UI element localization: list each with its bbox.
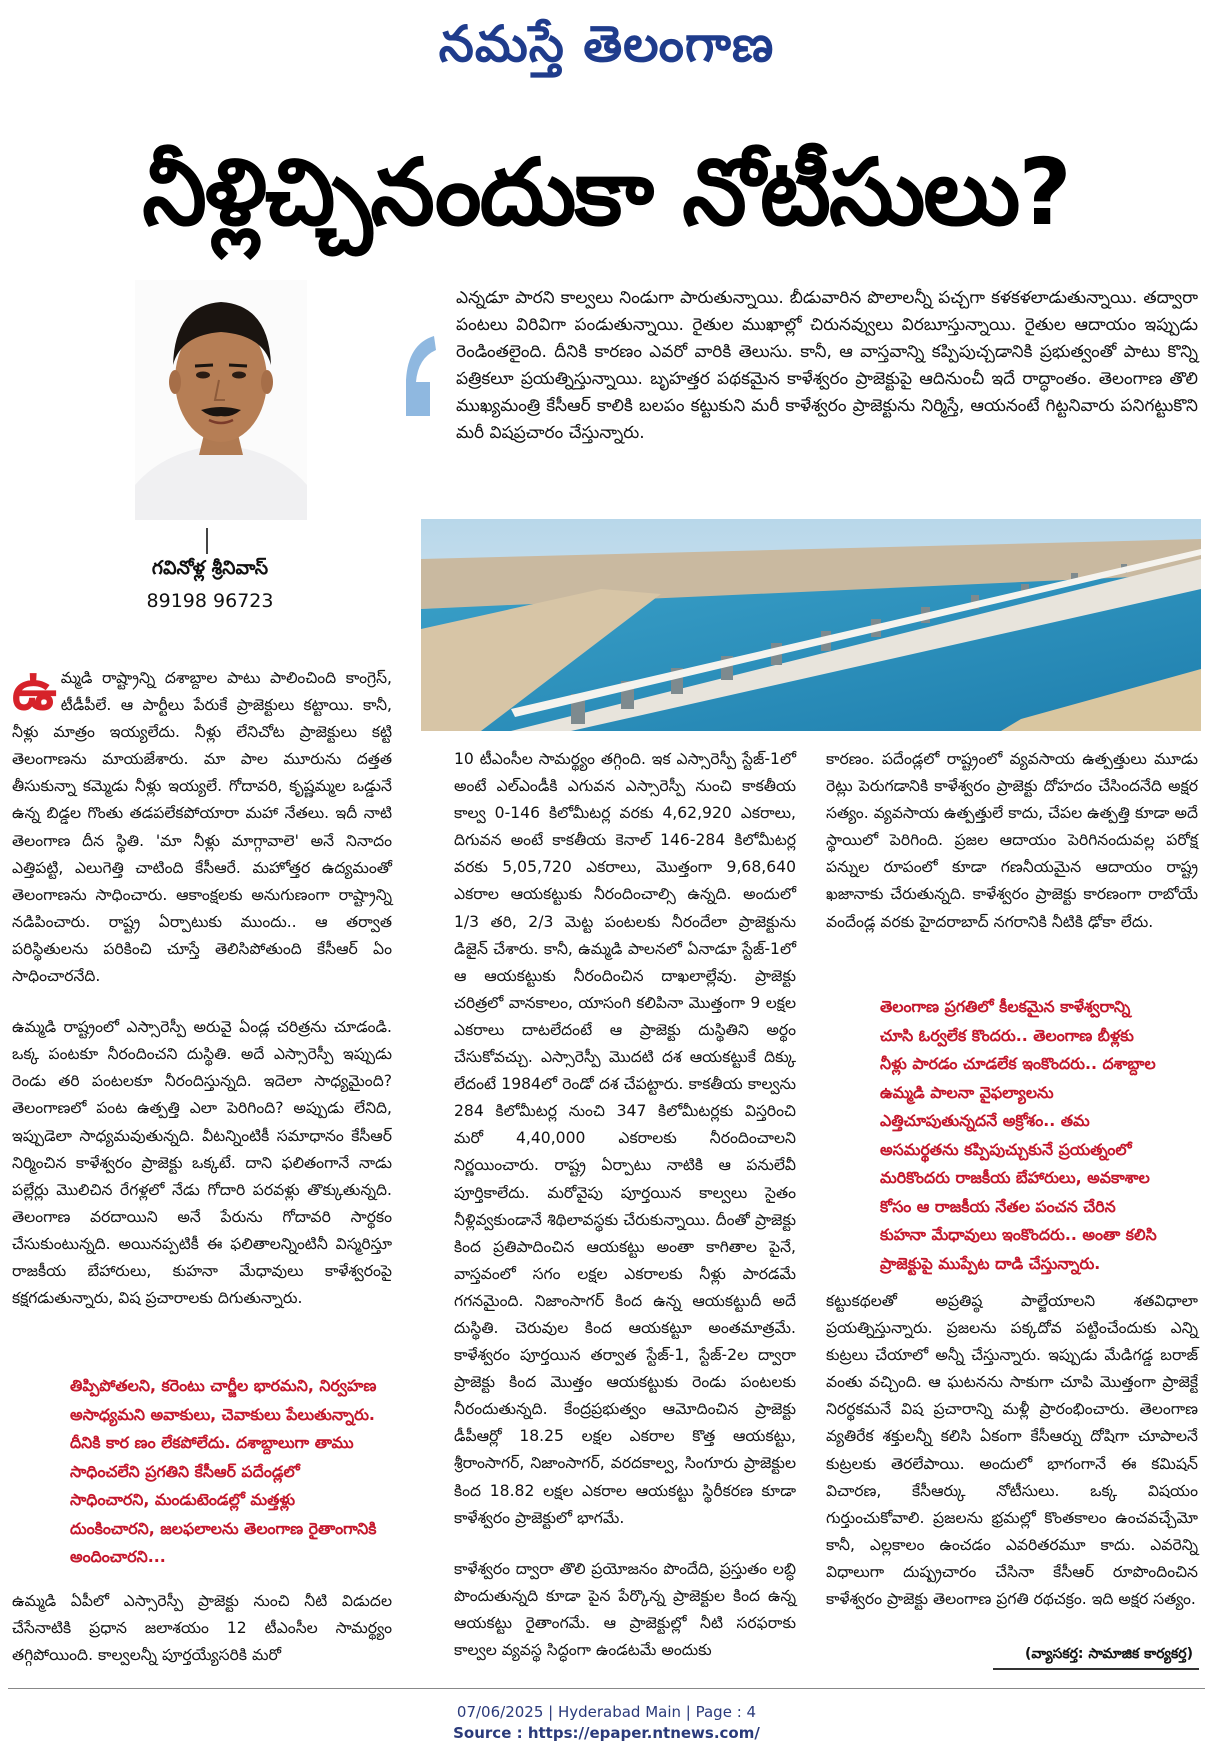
paragraph: [12, 658, 392, 990]
author-photo: [135, 280, 307, 520]
drop-cap: ఉ: [12, 658, 57, 723]
paragraph: ఉమ్మడి రాష్ట్రంలో ఎస్సారెస్పీ అరువై ఏండ్ల చరిత్రను చూడండి. ఒక్క పంటకూ నీరందించని దుస్థితి. అదే ఎస్సారెస్పీ ఇప్పుడు రెండు తరి పంటలకూ నీరందిస్తున్నది. ఇదెలా సాధ్యమైంది? తెలంగాణలో పంట ఉత్పత్తి ఎలా పెరిగింది? అప్పుడు లేనిది, ఇప్పుడెలా సాధ్యమవుతున్నది. వీటన్నింటికీ సమాధానం కేసీఆర్ నిర్మించిన కాళేశ్వరం ప్రాజెక్టు ఒక్కటే. దాని ఫలితంగానే నాడు పల్లేర్లు మొలిచిన రేగళ్లలో నేడు గోదారి పరవళ్లు తొక్కుతున్నది. తెలంగాణ వరదాయిని అనే పేరును గోదావరి సార్థకం చేసుకుంటున్నది. అయినప్పటికీ ఈ ఫలితాలన్నింటినీ విస్మరిస్తూ రాజకీయ బేహారులు, కుహనా మేధావులు కాళేశ్వరంపై కక్షగడుతున్నారు, విష ప్రచారాలకు దిగుతున్నారు.: [12, 1018, 392, 1308]
paragraph: కారణం. పదేండ్లలో రాష్ట్రంలో వ్యవసాయ ఉత్పత్తులు మూడు రెట్లు పెరుగడానికి కాళేశ్వరం ప్రాజెక్టు దోహదం చేసిందనేది అక్షర సత్యం. వ్యవసాయ ఉత్పత్తులే కాదు, చేపల ఉత్పత్తి కూడా అదే స్థాయిలో పెరిగింది. ప్రజల ఆదాయం పెరిగినందువల్ల పరోక్ష పన్నుల రూపంలో కూడా గణనీయమైన ఆదాయం రాష్ట్ర ఖజానాకు చేరుతున్నది. కాళేశ్వరం ప్రాజెక్టు కారణంగా రాబోయే వందేండ్ల వరకు హైదరాబాద్ నగరానికి నీటికి ఢోకా లేదు.: [826, 750, 1198, 931]
article-column-3: [826, 746, 1198, 960]
footer-source-link[interactable]: Source : https://epaper.ntnews.com/: [453, 1724, 760, 1742]
headline: నీళ్లిచ్చినందుకా నోటీసులు?: [142, 139, 1070, 246]
quote-mark-icon: [400, 330, 440, 420]
paragraph: కట్టుకథలతో అప్రతిష్ఠ పాల్జేయాలని శతవిధాలా ప్రయత్నిస్తున్నారు. ప్రజలను పక్కదోవ పట్టించేందుకు ఎన్ని కుట్రలు చేయాలో అన్నీ చేస్తున్నారు. ఇప్పుడు మేడిగడ్డ బరాజ్ వంతు వచ్చింది. ఆ ఘటనను సాకుగా చూపి మొత్తంగా ప్రాజెక్టే నిరర్థకమనే విష ప్రచారాన్ని మళ్లీ ప్రారంభించారు. తెలంగాణ వ్యతిరేక శక్తులన్నీ కలిసి ఏకంగా కేసీఆర్ను దోషిగా చూపాలనే కుట్రలకు తెరలేపాయి. అందులో భాగంగానే ఈ కమిషన్ విచారణ, కేసీఆర్కు నోటీసులు. ఒక్క విషయం గుర్తుంచుకోవాలి. ప్రజలను భ్రమల్లో కొంతకాలం ఉంచవచ్చేమో కానీ, ఎల్లకాలం ఉంచడం ఎవరితరమూ కాదు. ఎవరెన్ని విధాలుగా దుష్ప్రచారం చేసినా కేసీఆర్ రూపొందించిన కాళేశ్వరం ప్రాజెక్టు తెలంగాణ ప్రగతి రథచక్రం. ఇది అక్షర సత్యం.: [826, 1292, 1198, 1609]
article-column-3-end: [826, 1288, 1198, 1637]
article-column-1: [12, 658, 392, 1336]
pull-quote-1: తిప్పిపోతలని, కరెంటు చార్జీల భారమని, నిర్వహణ అసాధ్యమని అవాకులు, చెవాకులు పేలుతున్నారు. దీనికి కార ణం లేకపోలేదు. దశాబ్దాలుగా తాము సాధించలేని ప్రగతిని కేసీఆర్ పదేండ్లలో సాధించారని, మండుటెండల్లో మత్తళ్లు దుంకించారని, జలఫలాలను తెలంగాణ రైతాంగానికి అందించారని...: [70, 1376, 377, 1566]
paragraph: కాళేశ్వరం ద్వారా తొలి ప్రయోజనం పొందేది, ప్రస్తుతం లబ్ధి పొందుతున్నది కూడా పైన పేర్కొన్న ప్రాజెక్టుల కింద ఉన్న ఆయకట్టు రైతాంగమే. ఆ ప్రాజెక్టుల్లో నీటి సరఫరాకు కాల్వల వ్యవస్థ సిద్ధంగా ఉండటమే అందుకు: [454, 1559, 796, 1659]
footer-divider: [8, 1688, 1205, 1689]
barrage-photo: [421, 519, 1201, 731]
masthead-logo: నమస్తే తెలంగాణ: [438, 14, 775, 73]
author-name: గవినోళ్ల శ్రీనివాస్: [151, 557, 269, 579]
article-column-1-end: [12, 1588, 392, 1693]
paragraph: 10 టీఎంసీల సామర్థ్యం తగ్గింది. ఇక ఎస్సారెస్పీ స్టేజ్-1లో అంటే ఎల్ఎండీకి ఎగువన ఎస్సారెస్పీ నుంచి కాకతీయ కాల్వ 0-146 కిలోమీటర్ల వరకు 4,62,920 ఎకరాలు, దిగువన అంటే కాకతీయ కెనాల్ 146-284 కిలోమీటర్ల వరకు 5,05,720 ఎకరాలు, మొత్తంగా 9,68,640 ఎకరాల ఆయకట్టుకు నీరందించాల్సి ఉన్నది. అందులో 1/3 తరి, 2/3 మెట్ట పంటలకు నీరందేలా ప్రాజెక్టును డిజైన్ చేశారు. కానీ, ఉమ్మడి పాలనలో ఏనాడూ స్టేజ్-1లో ఆ ఆయకట్టుకు నీరందించిన దాఖలాల్లేవు. ప్రాజెక్టు చరిత్రలో వానకాలం, యాసంగి కలిపినా మొత్తంగా 9 లక్షల ఎకరాలు దాటలేదంటే ఆ ప్రాజెక్టు దుస్థితిని అర్థం చేసుకోవచ్చు. ఎస్సారెస్పీ మొదటి దశ ఆయకట్టుకే దిక్కు లేదంటే 1984లో రెండో దశ చేపట్టారు. కాకతీయ కాల్వను 284 కిలోమీటర్ల నుంచి 347 కిలోమీటర్లకు విస్తరించి మరో 4,40,000 ఎకరాలకు నీరందించాలని నిర్ణయించారు. రాష్ట్ర ఏర్పాటు నాటికి ఆ పనులేవీ పూర్తికాలేదు. మరోవైపు పూర్తయిన కాల్వలు సైతం నీళ్లివ్వకుండానే శిథిలావస్థకు చేరుకున్నాయి. దీంతో ప్రాజెక్టు కింద ప్రతిపాదించిన ఆయకట్టు అంతా కాగితాల పైనే, వాస్తవంలో సగం లక్షల ఎకరాలకు నీళ్లు పారడమే గగనమైంది. నిజాంసాగర్ కింద ఉన్న ఆయకట్టుదీ అదే దుస్థితి. చెరువుల కింద ఆయకట్టూ అంతమాత్రమే. కాళేశ్వరం పూర్తయిన తర్వాత స్టేజ్-1, స్టేజ్-2ల ద్వారా ప్రాజెక్టు కింద మొత్తం ఆయకట్టుకు రెండు పంటలకు నీరందుతున్నది. కేంద్రప్రభుత్వం ఆమోదించిన ప్రాజెక్టు డీపీఆర్లో 18.25 లక్షల ఎకరాల కొత్త ఆయకట్టు, శ్రీరాంసాగర్, నిజాంసాగర్, వరదకాల్వ, సింగూరు ప్రాజెక్టుల కింద 18.82 లక్షల ఎకరాల ఆయకట్టు స్థిరీకరణ కూడా కాళేశ్వరం ప్రాజెక్టులో భాగమే.: [454, 750, 796, 1527]
paragraph-text: మ్మడి రాష్ట్రాన్ని దశాబ్దాల పాటు పాలించింది కాంగ్రెస్, టీడీపీలే. ఆ పార్టీలు పేరుకే ప్రాజెక్టులు కట్టాయి. కానీ, నీళ్లు మాత్రం ఇయ్యలేదు. నీళ్లు లేనిచోట ప్రాజెక్టులు కట్టి తెలంగాణను మాయజేశారు. మా పాల మూరును దత్తత తీసుకున్నా కమ్మెడు నీళ్లు ఇయ్యలే. గోదావరి, కృష్ణమ్మల ఒడ్డునే ఉన్న బిడ్డల గొంతు తడపలేకపోయారా మహా నేతలు. ఇదీ నాటి తెలంగాణ దీన స్థితి. 'మా నీళ్లు మాగ్గావాలె' అనే నినాదం ఎత్తిపట్టి, ఎలుగెత్తి చాటింది కేసీఆరే. మహోత్తర ఉద్యమంతో తెలంగాణను సాధించారు. ఆకాంక్షలకు అనుగుణంగా రాష్ట్రాన్ని నడిపించారు. రాష్ట్ర ఏర్పాటుకు ముందు.. ఆ తర్వాత పరిస్థితులను పరికించి చూస్తే తెలిసిపోతుంది కేసీఆర్ ఏం సాధించారనేది.: [12, 669, 392, 986]
byline-underline: [993, 1668, 1199, 1670]
author-credit: (వ్యాసకర్త: సామాజిక కార్యకర్త): [1025, 1646, 1193, 1662]
footer-date-edition: 07/06/2025 | Hyderabad Main | Page : 4: [456, 1703, 757, 1721]
intro-paragraph: ఎన్నడూ పారని కాల్వలు నిండుగా పారుతున్నాయి. బీడువారిన పొలాలన్నీ పచ్చగా కళకళలాడుతున్నాయి. తద్వారా పంటలు విరివిగా పండుతున్నాయి. రైతుల ముఖాల్లో చిరునవ్వులు విరబూస్తున్నాయి. రైతుల ఆదాయం ఇప్పుడు రెండింతలైంది. దీనికి కారణం ఎవరో వారికి తెలుసు. కానీ, ఆ వాస్తవాన్ని కప్పిపుచ్చడానికి ప్రభుత్వంతో పాటు కొన్ని పత్రికలూ ప్రయత్నిస్తున్నాయి. బృహత్తర పథకమైన కాళేశ్వరం ప్రాజెక్టుపై ఆదినుంచీ ఇదే రాద్ధాంతం. తెలంగాణ తొలి ముఖ్యమంత్రి కేసీఆర్ కాలికి బలపం కట్టుకుని మరీ కాళేశ్వరం ప్రాజెక్టును నిర్మిస్తే, ఆయనంటే గిట్టనివారు పనిగట్టుకొని మరీ విషప్రచారం చేస్తున్నారు.: [456, 288, 1198, 443]
article-column-2: [454, 746, 796, 1688]
author-divider: [206, 528, 208, 554]
author-phone: 89198 96723: [146, 590, 274, 612]
pull-quote-2: తెలంగాణ ప్రగతిలో కీలకమైన కాళేశ్వరాన్ని చూసి ఓర్వలేక కొందరు.. తెలంగాణ బీళ్లకు నీళ్లు పారడం చూడలేక ఇంకొందరు.. దశాబ్దాల ఉమ్మడి పాలనా వైఫల్యాలను ఎత్తిచూపుతున్నదనే అక్రోశం.. తమ అసమర్థతను కప్పిపుచ్చుకునే ప్రయత్నంలో మరికొందరు రాజకీయ బేహారులు, అవకాశాల కోసం ఆ రాజకీయ నేతల పంచన చేరిన కుహనా మేధావులు ఇంకొందరు.. అంతా కలిసి ప్రాజెక్టుపై ముప్పేట దాడి చేస్తున్నారు.: [880, 997, 1157, 1273]
paragraph: ఉమ్మడి ఏపీలో ఎస్సారెస్పీ ప్రాజెక్టు నుంచి నీటి విడుదల చేసేనాటికి ప్రధాన జలాశయం 12 టీఎంసీల సామర్థ్యం తగ్గిపోయింది. కాల్వలన్నీ పూర్తయ్యేసరికి మరో: [12, 1592, 392, 1665]
